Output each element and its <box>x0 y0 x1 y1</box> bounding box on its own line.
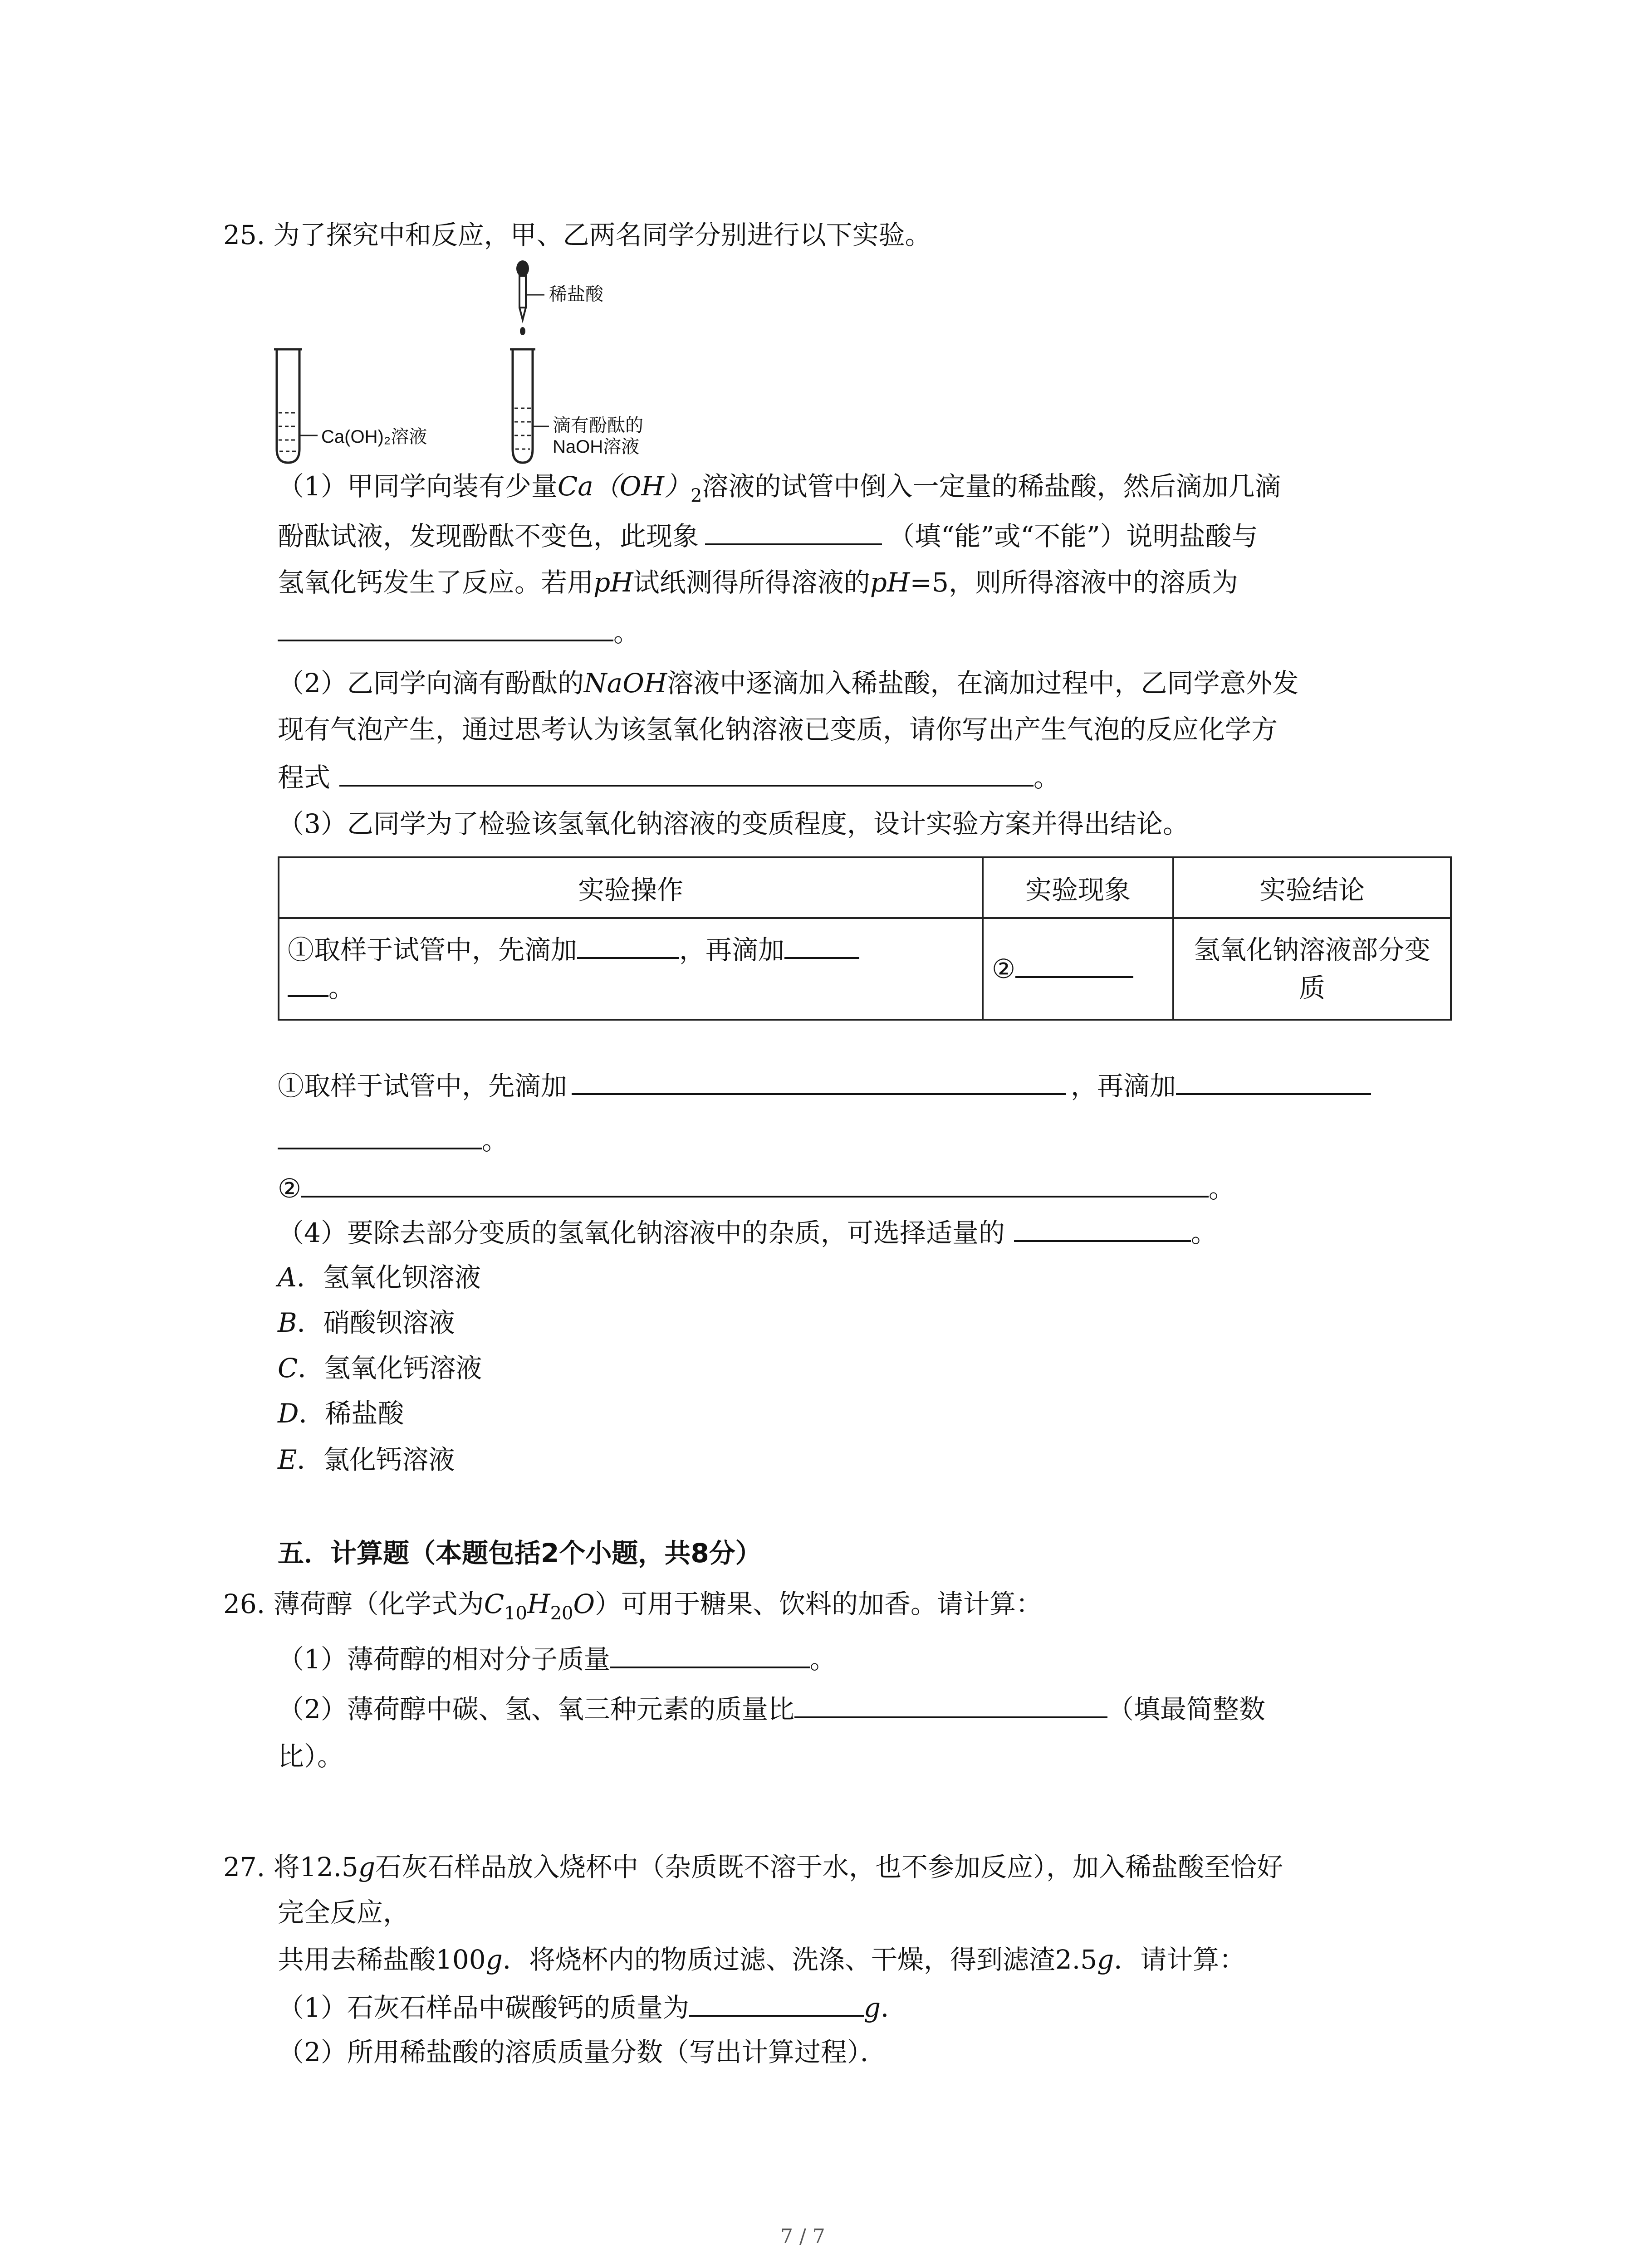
q26-p2: （2）薄荷醇中碳、氢、氧三种元素的质量比 （填最简整数 <box>278 1692 1265 1725</box>
tube1-label: Ca(OH)₂溶液 <box>321 427 427 447</box>
answer-blank[interactable] <box>1014 1216 1191 1242</box>
tube2-label-1: 滴有酚酞的 <box>553 415 643 435</box>
q25-p4-line1: （4）要除去部分变质的氢氧化钠溶液中的杂质，可选择适量的 。 <box>278 1216 1217 1249</box>
q27-p1: （1）石灰石样品中碳酸钙的质量为 g． <box>278 1990 907 2024</box>
q26-p2-cont: 比）。 <box>278 1741 344 1772</box>
answer-blank[interactable] <box>689 1990 864 2017</box>
q26-p1: （1）薄荷醇的相对分子质量 。 <box>278 1642 836 1676</box>
q25-p3-ans1: ①取样于试管中，先滴加 ，再滴加 <box>278 1069 1371 1102</box>
answer-blank[interactable] <box>339 760 1034 787</box>
option-c: C．氢氧化钙溶液 <box>278 1353 482 1383</box>
answer-blank[interactable] <box>705 519 882 545</box>
q25-p2-line3: 程式 。 <box>278 760 1060 794</box>
q25-p3-ans1-cont: 。 <box>278 1123 508 1157</box>
q27-p2: （2）所用稀盐酸的溶质质量分数（写出计算过程）． <box>278 2037 887 2068</box>
q27-line2: 完全反应， <box>278 1897 410 1928</box>
q25-p1-line1: （1）甲同学向装有少量$Ca(OH)_2$溶液的试管中倒入一定量的稀盐酸，然后滴加几滴 <box>278 471 1281 506</box>
tube2-label-2: NaOH溶液 <box>553 437 640 457</box>
q27-line1: 27. 将12.5g石灰石样品放入烧杯中（杂质既不溶于水，也不参加反应），加入稀盐酸至恰好 <box>223 1852 1283 1882</box>
q25-p2-line2: 现有气泡产生，通过思考认为该氢氧化钠溶液已变质，请你写出产生气泡的反应化学方 <box>278 714 1278 745</box>
option-b: B．硝酸钡溶液 <box>278 1307 455 1338</box>
answer-blank[interactable] <box>301 1171 1209 1198</box>
q25-p1-line4: 。 <box>278 615 640 649</box>
q25-p1-line2: 酚酞试液，发现酚酞不变色，此现象 （填“能”或“不能”）说明盐酸与 <box>278 519 1258 552</box>
answer-blank[interactable] <box>278 1123 482 1149</box>
dropper-icon <box>516 260 544 335</box>
option-d: D．稀盐酸 <box>278 1398 404 1429</box>
dropper-label: 稀盐酸 <box>549 284 603 304</box>
experiment-table <box>278 856 1452 1021</box>
q27-line3: 共用去稀盐酸100g．将烧杯内的物质过滤、洗涤、干燥，得到滤渣2.5g．请计算： <box>278 1944 1246 1975</box>
q25-stem: 25. 为了探究中和反应，甲、乙两名同学分别进行以下实验。 <box>223 220 931 250</box>
header-phenomenon: 实验现象 <box>983 857 1173 918</box>
answer-blank[interactable] <box>288 971 328 997</box>
q25-p3-ans2: ② 。 <box>278 1171 1235 1205</box>
header-conclusion: 实验结论 <box>1173 857 1451 918</box>
cell-phenomenon: ② <box>983 918 1173 1020</box>
answer-blank[interactable] <box>794 1692 1107 1718</box>
answer-blank[interactable] <box>572 1069 1066 1095</box>
page-number: 7 / 7 <box>780 2225 825 2248</box>
q25-p1-line3: 氢氧化钙发生了反应。若用pH试纸测得所得溶液的pH=5，则所得溶液中的溶质为 <box>278 567 1238 598</box>
answer-blank[interactable] <box>610 1642 810 1668</box>
test-tube-2-icon <box>510 349 549 463</box>
test-tube-1-icon <box>274 349 318 463</box>
q26-stem: 26. 薄荷醇（化学式为$C_{10}H_{20}O$）可用于糖果、饮料的加香。请计算： <box>223 1589 1043 1624</box>
option-a: A．氢氧化钡溶液 <box>278 1262 481 1293</box>
answer-blank[interactable] <box>278 615 613 641</box>
cell-conclusion: 氢氧化钠溶液部分变质 <box>1173 918 1451 1020</box>
answer-blank[interactable] <box>1015 952 1133 978</box>
q25-p2-line1: （2）乙同学向滴有酚酞的NaOH溶液中逐滴加入稀盐酸，在滴加过程中，乙同学意外发 <box>278 668 1299 699</box>
header-operation: 实验操作 <box>279 857 983 918</box>
option-e: E．氯化钙溶液 <box>278 1444 455 1475</box>
q25-p3-line1: （3）乙同学为了检验该氢氧化钠溶液的变质程度，设计实验方案并得出结论。 <box>278 808 1189 839</box>
answer-blank[interactable] <box>784 933 859 959</box>
cell-operation: ①取样于试管中，先滴加 ，再滴加 。 <box>279 918 983 1020</box>
section-title: 五．计算题（本题包括2个小题，共8分） <box>278 1538 762 1569</box>
answer-blank[interactable] <box>1176 1069 1371 1095</box>
answer-blank[interactable] <box>577 933 679 959</box>
